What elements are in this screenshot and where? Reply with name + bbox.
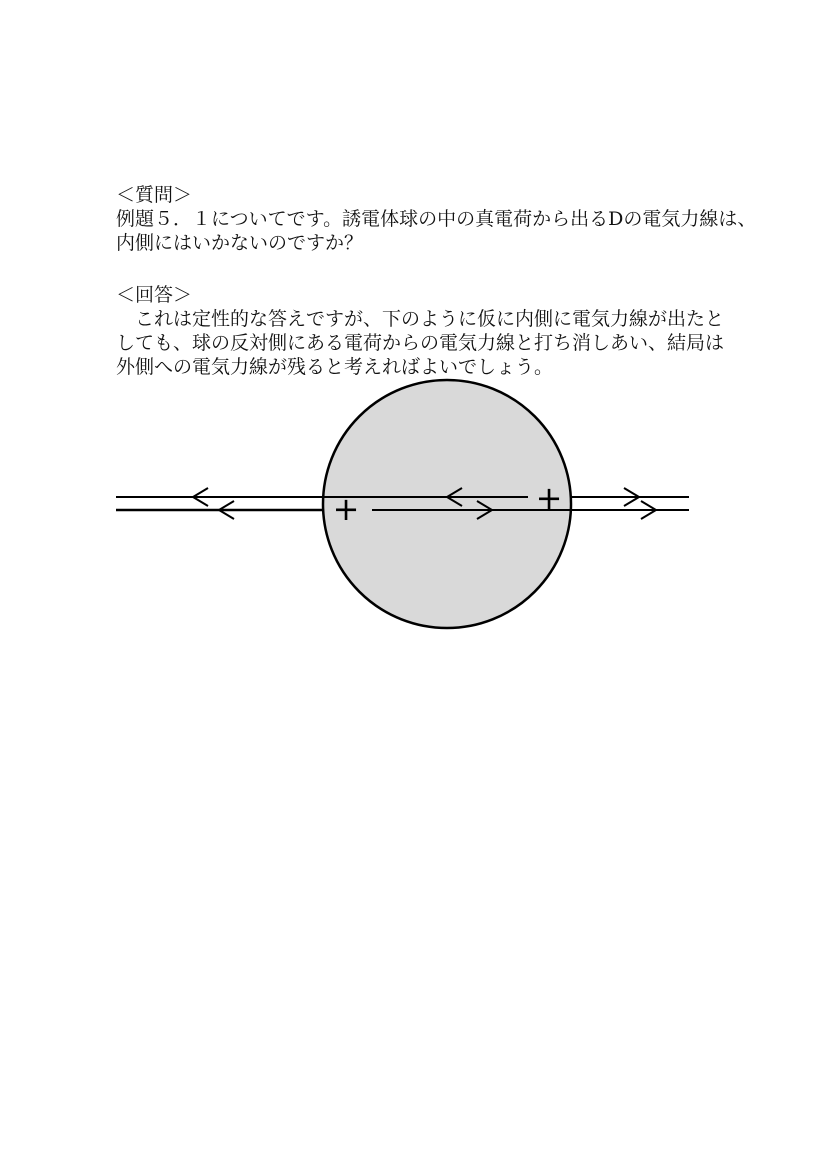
question-heading: ＜質問＞: [116, 184, 193, 206]
dielectric-sphere: [323, 380, 571, 628]
positive-charge-left: +: [332, 490, 360, 528]
answer-line: 外側への電気力線が残ると考えればよいでしょう。: [116, 356, 554, 378]
positive-charge-right: +: [535, 479, 563, 517]
answer-line: しても、球の反対側にある電荷からの電気力線と打ち消しあい、結局は: [116, 332, 725, 354]
question-line: 例題５．１についてです。誘電体球の中の真電荷から出るDの電気力線は、: [116, 208, 757, 230]
answer-line: これは定性的な答えですが、下のように仮に内側に電気力線が出たと: [116, 308, 725, 330]
question-line: 内側にはいかないのですか？: [116, 232, 364, 254]
answer-heading: ＜回答＞: [116, 284, 193, 306]
